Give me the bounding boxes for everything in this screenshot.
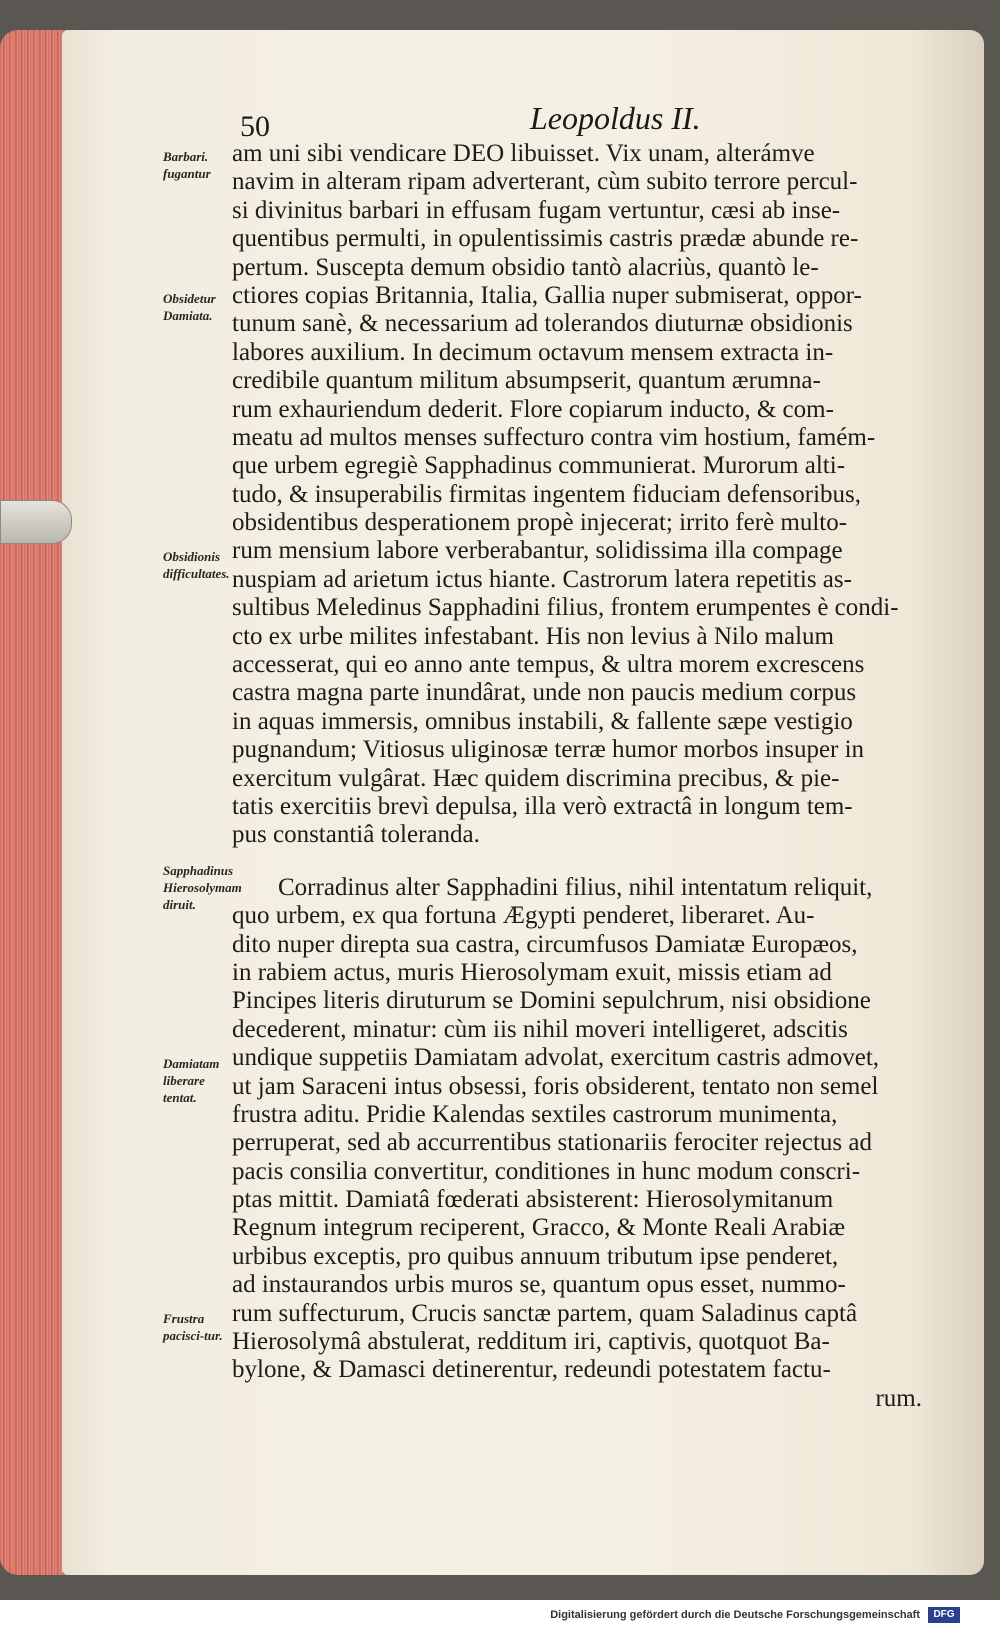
text-line: exercitum vulgârat. Hæc quidem discrimina precibus, & pie- bbox=[232, 764, 840, 792]
text-line: obsidentibus desperationem propè injecerat; irrito ferè multo- bbox=[232, 509, 848, 537]
text-line: cto ex urbe milites infestabant. His non levius à Nilo malum bbox=[232, 622, 834, 650]
text-line: in aquas immersis, omnibus instabili, & fallente sæpe vestigio bbox=[232, 707, 853, 735]
text-line: credibile quantum militum absumpserit, quantum ærumna- bbox=[232, 367, 821, 395]
text-line: ad instaurandos urbis muros se, quantum opus esset, nummo- bbox=[232, 1271, 846, 1299]
text-line: meatu ad multos menses suffecturo contra vim hostium, famém- bbox=[232, 423, 876, 451]
text-line: ctiores copias Britannia, Italia, Gallia nuper submiserat, oppor- bbox=[232, 281, 862, 309]
text-line: rum. bbox=[875, 1384, 922, 1412]
text-line: tatis exercitiis brevì depulsa, illa verò extractâ in longum tem- bbox=[232, 792, 853, 820]
text-line: que urbem egregiè Sapphadinus communierat. Murorum alti- bbox=[232, 452, 846, 480]
text-line: sultibus Meledinus Sapphadini filius, frontem erumpentes è condi- bbox=[232, 594, 899, 622]
paragraph-1 bbox=[232, 140, 932, 850]
text-line: pus constantiâ toleranda. bbox=[232, 821, 480, 849]
text-line: nuspiam ad arietum ictus hiante. Castrorum latera repetitis as- bbox=[232, 565, 852, 593]
text-line: decederent, minatur: cùm iis nihil moveri intelligeret, adscitis bbox=[232, 1015, 848, 1043]
text-line: tunum sanè, & necessarium ad tolerandos diuturnæ obsidionis bbox=[232, 310, 853, 338]
page-number: 50 bbox=[240, 110, 270, 143]
footer-credit: Digitalisierung gefördert durch die Deutsche Forschungsgemeinschaft bbox=[550, 1609, 920, 1621]
page-edges bbox=[0, 30, 70, 1575]
margin-note: Frustra pacisci-tur. bbox=[163, 1311, 223, 1343]
text-line: castra magna parte inundârat, unde non paucis medium corpus bbox=[232, 679, 857, 707]
text-line: Corradinus alter Sapphadini filius, nihil intentatum reliquit, bbox=[278, 873, 873, 901]
text-line: in rabiem actus, muris Hierosolymam exuit, missis etiam ad bbox=[232, 958, 832, 986]
text-line: Pincipes literis diruturum se Domini sepulchrum, nisi obsidione bbox=[232, 987, 871, 1015]
text-line: si divinitus barbari in effusam fugam vertuntur, cæsi ab inse- bbox=[232, 196, 841, 224]
text-line: am uni sibi vendicare DEO libuisset. Vix unam, alterámve bbox=[232, 140, 815, 167]
text-line: ut jam Saraceni intus obsessi, foris obsiderent, tentato non semel bbox=[232, 1072, 879, 1100]
text-line: navim in alteram ripam adverterant, cùm subito terrore percul- bbox=[232, 168, 858, 196]
paragraph-2 bbox=[232, 874, 932, 1413]
text-line: pacis consilia convertitur, conditiones in hunc modum conscri- bbox=[232, 1157, 861, 1185]
text-line: rum exhauriendum dederit. Flore copiarum inducto, & com- bbox=[232, 395, 834, 423]
text-line: perruperat, sed ab accurrentibus stationariis ferociter rejectus ad bbox=[232, 1129, 872, 1157]
margin-note: Obsidionis difficultates. bbox=[163, 549, 230, 581]
page-clip bbox=[0, 500, 72, 544]
margin-note: Damiatam liberare tentat. bbox=[163, 1056, 220, 1105]
text-line: quo urbem, ex qua fortuna Ægypti penderet, liberaret. Au- bbox=[232, 902, 815, 930]
text-line: bylone, & Damasci detinerentur, redeundi potestatem factu- bbox=[232, 1356, 831, 1384]
text-line: urbibus exceptis, pro quibus annuum tributum ipse penderet, bbox=[232, 1242, 839, 1270]
text-line: frustra aditu. Pridie Kalendas sextiles castrorum munimenta, bbox=[232, 1100, 838, 1128]
margin-note: Sapphadinus Hierosolymam diruit. bbox=[163, 863, 242, 912]
text-line: dito nuper direpta sua castra, circumfusos Damiatæ Europæos, bbox=[232, 930, 858, 958]
text-line: quentibus permulti, in opulentissimis castris prædæ abunde re- bbox=[232, 225, 859, 253]
dfg-logo: DFG bbox=[928, 1607, 960, 1623]
margin-note: Obsidetur Damiata. bbox=[163, 291, 216, 323]
text-line: Hierosolymâ abstulerat, redditum iri, captivis, quotquot Ba- bbox=[232, 1328, 830, 1356]
running-title: Leopoldus II. bbox=[530, 100, 701, 136]
text-line: pertum. Suscepta demum obsidio tantò alacriùs, quantò le- bbox=[232, 253, 819, 281]
margin-note: Barbari. fugantur bbox=[163, 149, 211, 181]
text-line: ptas mittit. Damiatâ fœderati absisterent: Hierosolymitanum bbox=[232, 1186, 834, 1214]
text-line: Regnum integrum reciperent, Gracco, & Monte Reali Arabiæ bbox=[232, 1214, 846, 1242]
text-line: accesserat, qui eo anno ante tempus, & ultra morem excrescens bbox=[232, 651, 865, 679]
text-line: rum mensium labore verberabantur, solidissima illa compage bbox=[232, 537, 843, 565]
body-text bbox=[232, 140, 932, 1413]
text-line: undique suppetiis Damiatam advolat, exercitum castris admovet, bbox=[232, 1044, 880, 1072]
text-line: labores auxilium. In decimum octavum mensem extracta in- bbox=[232, 338, 834, 366]
text-line: pugnandum; Vitiosus uliginosæ terræ humor morbos insuper in bbox=[232, 736, 865, 764]
footer-bar bbox=[0, 1600, 1000, 1632]
running-head bbox=[240, 100, 940, 143]
text-line: rum suffecturum, Crucis sanctæ partem, quam Saladinus captâ bbox=[232, 1299, 858, 1327]
text-line: tudo, & insuperabilis firmitas ingentem fiduciam defensoribus, bbox=[232, 480, 862, 508]
